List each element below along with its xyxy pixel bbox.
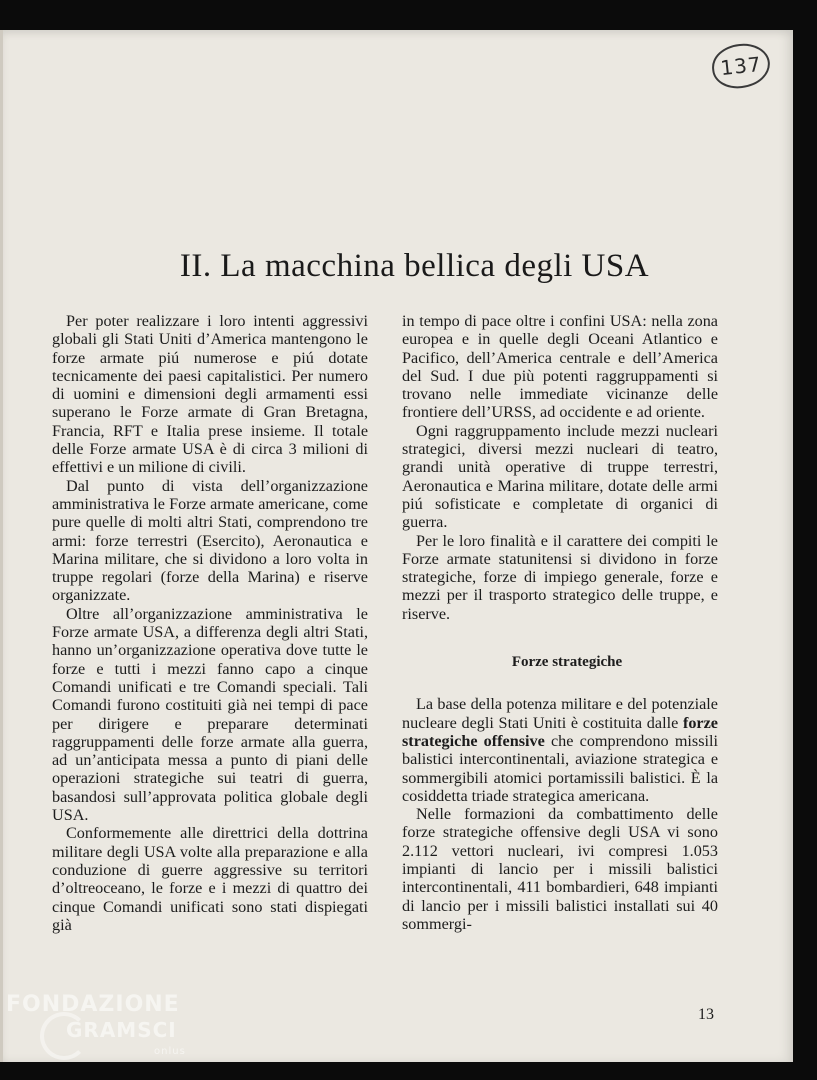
chapter-title: II. La macchina bellica degli USA: [179, 248, 650, 284]
paragraph: Ogni raggruppamento include mezzi nucleari strategici, diversi mezzi nucleari di teatro, grandi unità operative di truppe terrestri, Aeronautica e Marina militare, dotate delle armi piú sofisticate e completate di organici di guerra.: [402, 421, 718, 532]
paragraph: Conformemente alle direttrici della dottrina militare degli USA volte alla preparazione e alla conduzione di guerre aggressive su territori d’oltreoceano, le forze e i mezzi di quattro dei cinque Comandi unificati sono stati dispiegati già: [52, 824, 368, 934]
watermark-line2: GRAMSCI: [66, 1018, 177, 1042]
paragraph: in tempo di pace oltre i confini USA: nella zona europea e in quelle degli Oceani Atlantico e Pacifico, dell’America centrale e dell’America del Sud. I due più potenti raggruppamenti si trovano nelle immediate vicinanze delle frontiere dell’URSS, ad occidente e ad oriente.: [402, 312, 718, 422]
paragraph: Dal punto di vista dell’organizzazione amministrativa le Forze armate americane, come pure quelle di molti altri Stati, comprendono tre armi: forze terrestri (Esercito), Aeronautica e Marina militare, che si dividono a loro volta in truppe regolari (forze della Marina) e riserve organizzate.: [52, 476, 368, 605]
right-column: [402, 312, 718, 933]
page-number: 13: [698, 1006, 714, 1023]
left-column: [52, 312, 368, 934]
paragraph: Per le loro finalità e il carattere dei compiti le Forze armate statunitensi si dividono in forze strategiche, forze di impiego generale, forze e mezzi per il trasporto strategico delle truppe, e riserve.: [402, 531, 718, 623]
paragraph-text: La base della potenza militare e del potenziale nucleare degli Stati Uniti è costituita dalle: [402, 695, 718, 732]
watermark-logo: [6, 990, 206, 1070]
paragraph: Oltre all’organizzazione amministrativa le Forze armate USA, a differenza degli altri Stati, hanno un’organizzazione operativa dove tutte le forze e tutti i mezzi fanno capo a cinque Comandi unificati e tre Comandi speciali. Tali Comandi furono costituiti già nei tempi di pace per dirigere e preparare determinati raggruppamenti delle forze armate alla guerra, ad un’anticipata messa a punto di piani delle operazioni strategiche sui teatri di guerra, basandosi sull’approvata politica globale degli USA.: [52, 604, 368, 825]
section-heading: Forze strategiche: [511, 654, 623, 671]
bold-term: forze strategiche offensive: [402, 713, 718, 750]
paragraph-text: che comprendono missili balistici intercontinentali, aviazione strategica e sommergibili atomici portamissili balistici. È la cosiddetta triade strategica americana.: [402, 731, 718, 805]
watermark-line3: onlus: [154, 1046, 186, 1057]
paragraph: Per poter realizzare i loro intenti aggressivi globali gli Stati Uniti d’America mantengono le forze armate piú numerose e piú dotate tecnicamente dei paesi capitalistici. Per numero di uomini e dimensioni degli armamenti essi superano le Forze armate di Gran Bretagna, Francia, RFT e Italia prese insieme. Il totale delle Forze armate USA è di circa 3 milioni di effettivi e un milione di civili.: [52, 312, 368, 477]
paragraph: Nelle formazioni da combattimento delle forze strategiche offensive degli USA vi sono 2.112 vettori nucleari, ivi compresi 1.053 impianti di lancio per i missili balistici intercontinentali, 411 bombardieri, 648 impianti di lancio per i missili balistici installati sui 40 sommergi-: [402, 805, 718, 933]
handwritten-page-number: 137: [710, 41, 772, 91]
watermark-line1: FONDAZIONE: [6, 992, 180, 1017]
paragraph: [402, 695, 718, 805]
